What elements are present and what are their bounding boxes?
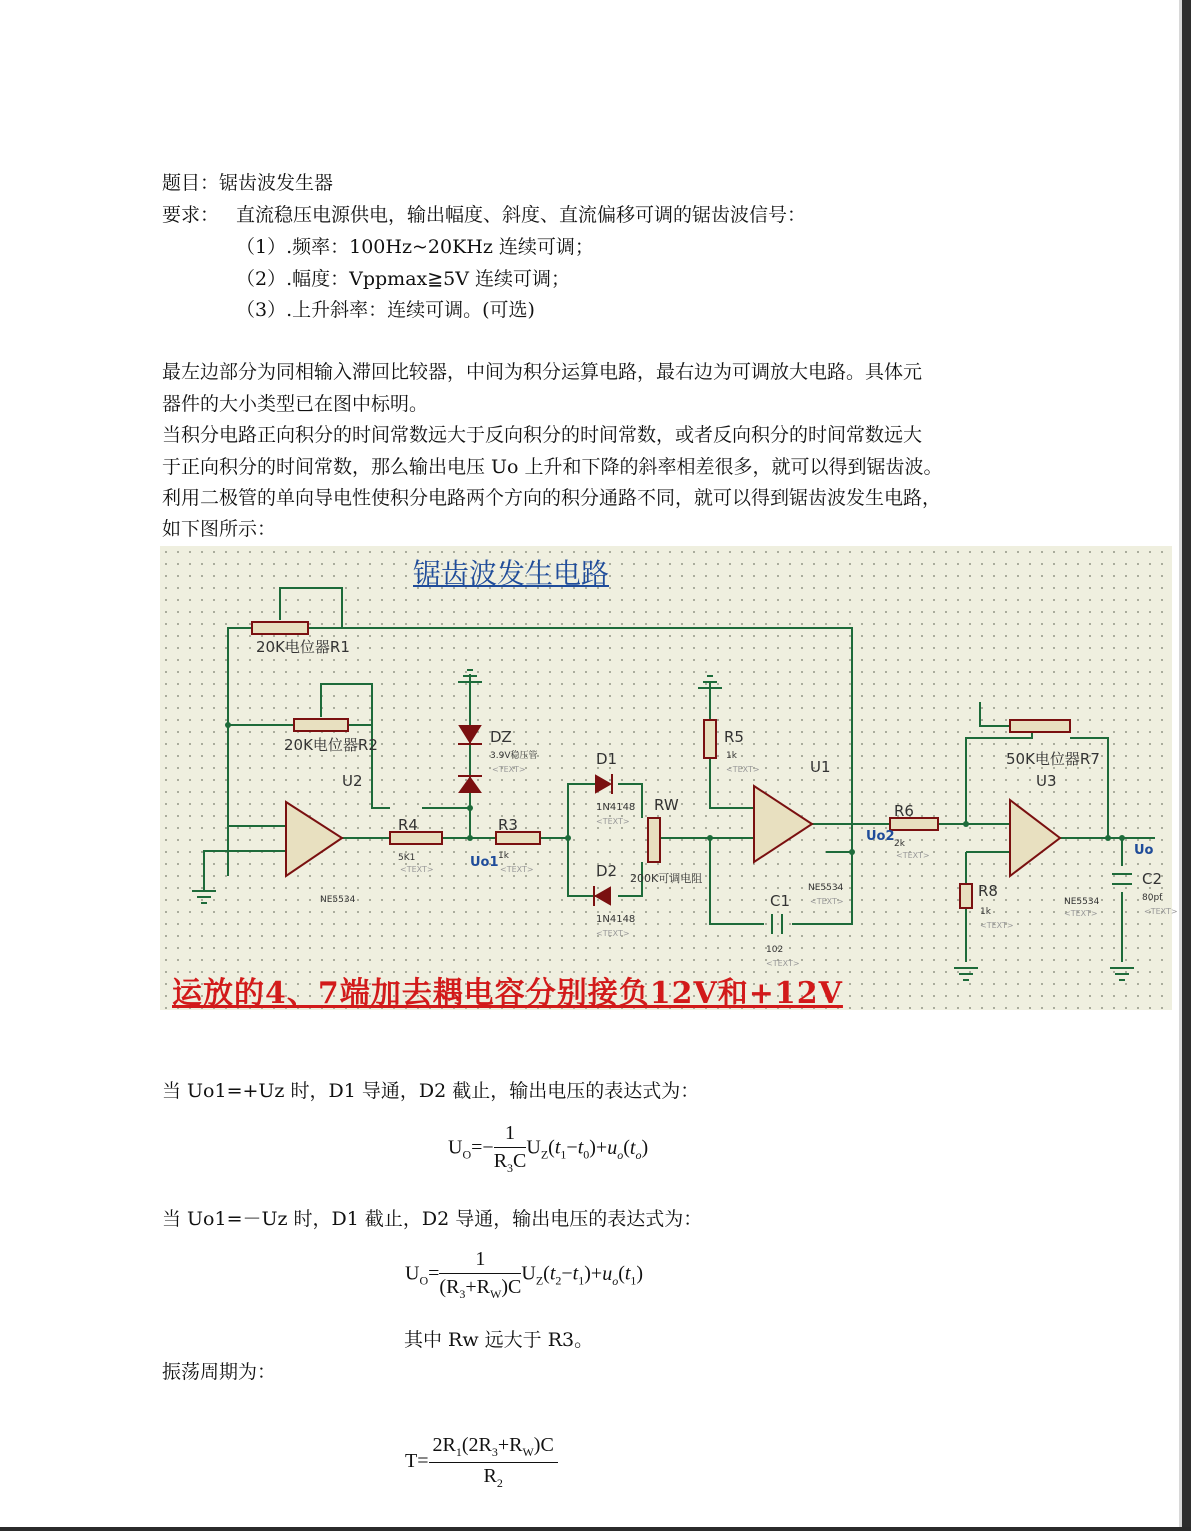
- para2-line2: 于正向积分的时间常数，那么输出电压 Uo 上升和下降的斜率相差很多，就可以得到锯齿波。: [162, 456, 943, 478]
- req-item-3: （3）.上升斜率：连续可调。(可选): [236, 299, 535, 321]
- req-item-2: （2）.幅度：Vppmax≧5V 连续可调；: [236, 268, 571, 290]
- label-d2: D2: [596, 862, 618, 880]
- para2-line3: 利用二极管的单向导电性使积分电路两个方向的积分通路不同，就可以得到锯齿波发生电路，: [162, 487, 942, 509]
- label-r8-val: 1k: [980, 907, 991, 917]
- label-d2-tag: <TEXT>: [596, 929, 630, 938]
- label-dz-val: 3.9V稳压管: [490, 751, 538, 761]
- label-r2: 20K电位器R2: [284, 736, 378, 754]
- requirement-text: 直流稳压电源供电，输出幅度、斜度、直流偏移可调的锯齿波信号：: [236, 204, 807, 226]
- label-r4: R4: [398, 816, 418, 834]
- label-r5-tag: <TEXT>: [726, 765, 760, 774]
- formula-period: T= $\frac{2R_1(2R_3+R_W)C}{R_2}$: [405, 1434, 558, 1491]
- label-c1-tag: <TEXT>: [766, 959, 800, 968]
- para1-line1: 最左边部分为同相输入滞回比较器，中间为积分运算电路，最右边为可调放大电路。具体元: [162, 361, 923, 383]
- label-d1-model: 1N4148: [596, 802, 636, 813]
- req-item-1: （1）.频率：100Hz~20KHz 连续可调；: [236, 236, 594, 258]
- circuit-title: 锯齿波发生电路: [413, 557, 610, 590]
- label-uo1: Uo1: [470, 855, 499, 870]
- label-rw-val: 200K可调电阻: [630, 872, 703, 885]
- label-rw: RW: [654, 796, 679, 814]
- label-d1-tag: <TEXT>: [596, 817, 630, 826]
- label-r1: 20K电位器R1: [256, 638, 350, 656]
- label-r6: R6: [894, 802, 914, 820]
- label-r3-tag: <TEXT>: [500, 865, 534, 874]
- label-c1-val: 102: [766, 945, 784, 955]
- label-r5: R5: [724, 728, 744, 746]
- rw-note: 其中 Rw 远大于 R3。: [404, 1329, 594, 1351]
- label-u2-model: NE5534: [320, 895, 356, 905]
- label-r5-val: 1k: [726, 751, 737, 761]
- label-u3: U3: [1036, 772, 1057, 790]
- para2-line1: 当积分电路正向积分的时间常数远大于反向积分的时间常数，或者反向积分的时间常数远大: [162, 424, 923, 446]
- label-u1: U1: [810, 758, 831, 776]
- label-uo: Uo: [1134, 843, 1154, 858]
- label-r7: 50K电位器R7: [1006, 750, 1100, 768]
- label-u3-model: NE5534: [1064, 897, 1100, 907]
- requirement-label: 要求：: [162, 204, 220, 226]
- label-u1-tag: <TEXT>: [810, 897, 844, 906]
- case2-text: 当 Uo1=－Uz 时，D1 截止，D2 导通，输出电压的表达式为：: [162, 1208, 703, 1230]
- label-u1-model: NE5534: [808, 883, 844, 893]
- label-r8-tag: <TEXT>: [980, 921, 1014, 930]
- label-c2: C2: [1142, 870, 1163, 888]
- scrollbar[interactable]: [1182, 0, 1191, 1531]
- label-r4-val: 5K1: [398, 853, 416, 863]
- label-dz-tag: <TEXT>: [492, 765, 526, 774]
- doc-title: 题目：锯齿波发生器: [162, 172, 334, 194]
- label-c2-val: 80pf: [1142, 893, 1163, 903]
- label-d1: D1: [596, 750, 618, 768]
- para1-line2: 器件的大小类型已在图中标明。: [162, 393, 429, 415]
- circuit-diagram: [160, 546, 1178, 1011]
- label-d2-model: 1N4148: [596, 914, 636, 925]
- label-uo2: Uo2: [866, 829, 895, 844]
- label-dz: DZ: [490, 728, 512, 746]
- label-r6-val: 2k: [894, 839, 905, 849]
- period-label: 振荡周期为：: [162, 1361, 277, 1383]
- label-c1: C1: [770, 892, 791, 910]
- label-c2-tag: <TEXT>: [1144, 907, 1178, 916]
- page-bottom-rule: [0, 1527, 1191, 1531]
- case1-text: 当 Uo1=+Uz 时，D1 导通，D2 截止，输出电压的表达式为：: [162, 1080, 700, 1102]
- circuit-note: 运放的4、7端加去耦电容分别接负12V和+12V: [172, 976, 843, 1011]
- para2-line4: 如下图所示：: [162, 518, 277, 540]
- label-u2: U2: [342, 772, 363, 790]
- formula-1: $U_O=-$ $\frac{1}{R_3C}$ $U_Z(t_1-t_0)+u_o(t_o)$: [448, 1122, 649, 1175]
- label-r6-tag: <TEXT>: [896, 851, 930, 860]
- label-r3: R3: [498, 816, 518, 834]
- formula-2: $U_O=$ $\frac{1}{(R_3+R_W)C}$ $U_Z(t_2-t_1)+u_o(t_1)$: [405, 1248, 644, 1301]
- label-u3-tag: <TEXT>: [1064, 909, 1098, 918]
- circuit-schematic: [160, 546, 1178, 1010]
- label-r4-tag: <TEXT>: [400, 865, 434, 874]
- label-r3-val: 1k: [498, 851, 509, 861]
- label-r8: R8: [978, 882, 998, 900]
